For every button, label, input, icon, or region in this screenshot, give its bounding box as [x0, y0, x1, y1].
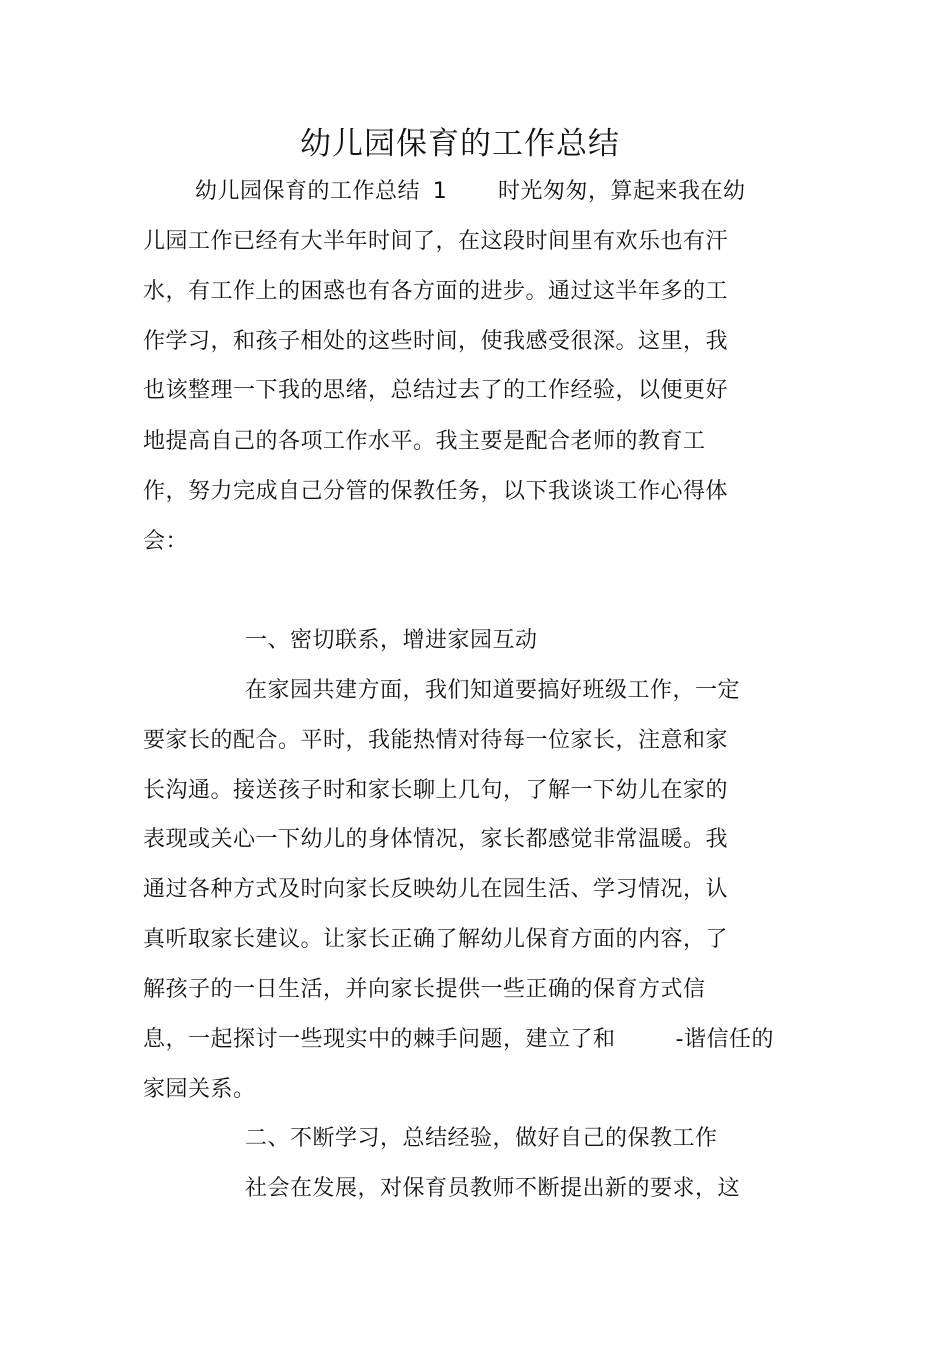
body-line: 表现或关心一下幼儿的身体情况，家长都感觉非常温暖。我 — [143, 827, 729, 852]
intro-line — [195, 177, 746, 207]
body-line — [143, 1025, 774, 1055]
body-line: 要家长的配合。平时，我能热情对待每一位家长，注意和家 — [143, 728, 729, 753]
body-line: 家园关系。 — [143, 1077, 256, 1102]
document-title: 幼儿园保育的工作总结 — [300, 126, 620, 162]
body-line: 地提高自己的各项工作水平。我主要是配合老师的教育工 — [143, 429, 706, 454]
intro-number: 1 — [432, 179, 448, 204]
body-text: 时光匆匆，算起来我在幼 — [498, 179, 746, 204]
body-text: 息，一起探讨一些现实中的棘手问题，建立了和 — [143, 1027, 616, 1052]
body-text: -谐信任的 — [675, 1027, 774, 1052]
body-line: 儿园工作已经有大半年时间了，在这段时间里有欢乐也有汗 — [143, 229, 729, 254]
body-line: 作，努力完成自己分管的保教任务，以下我谈谈工作心得体 — [143, 479, 729, 504]
body-line: 社会在发展，对保育员教师不断提出新的要求，这 — [245, 1176, 741, 1201]
section-heading-1: 一、密切联系，增进家园互动 — [245, 628, 538, 653]
body-line: 会： — [143, 529, 189, 554]
body-line: 在家园共建方面，我们知道要搞好班级工作，一定 — [245, 678, 741, 703]
body-line: 解孩子的一日生活，并向家长提供一些正确的保育方式信 — [143, 977, 706, 1002]
body-line: 真听取家长建议。让家长正确了解幼儿保育方面的内容，了 — [143, 927, 729, 952]
body-line: 作学习，和孩子相处的这些时间，使我感受很深。这里，我 — [143, 329, 729, 354]
body-line: 长沟通。接送孩子时和家长聊上几句，了解一下幼儿在家的 — [143, 778, 729, 803]
section-heading-2: 二、不断学习，总结经验，做好自己的保教工作 — [245, 1126, 718, 1151]
body-line: 水，有工作上的困惑也有各方面的进步。通过这半年多的工 — [143, 279, 729, 304]
body-line: 通过各种方式及时向家长反映幼儿在园生活、学习情况，认 — [143, 877, 729, 902]
body-line: 也该整理一下我的思绪，总结过去了的工作经验，以便更好 — [143, 378, 729, 403]
intro-label: 幼儿园保育的工作总结 — [195, 179, 421, 204]
